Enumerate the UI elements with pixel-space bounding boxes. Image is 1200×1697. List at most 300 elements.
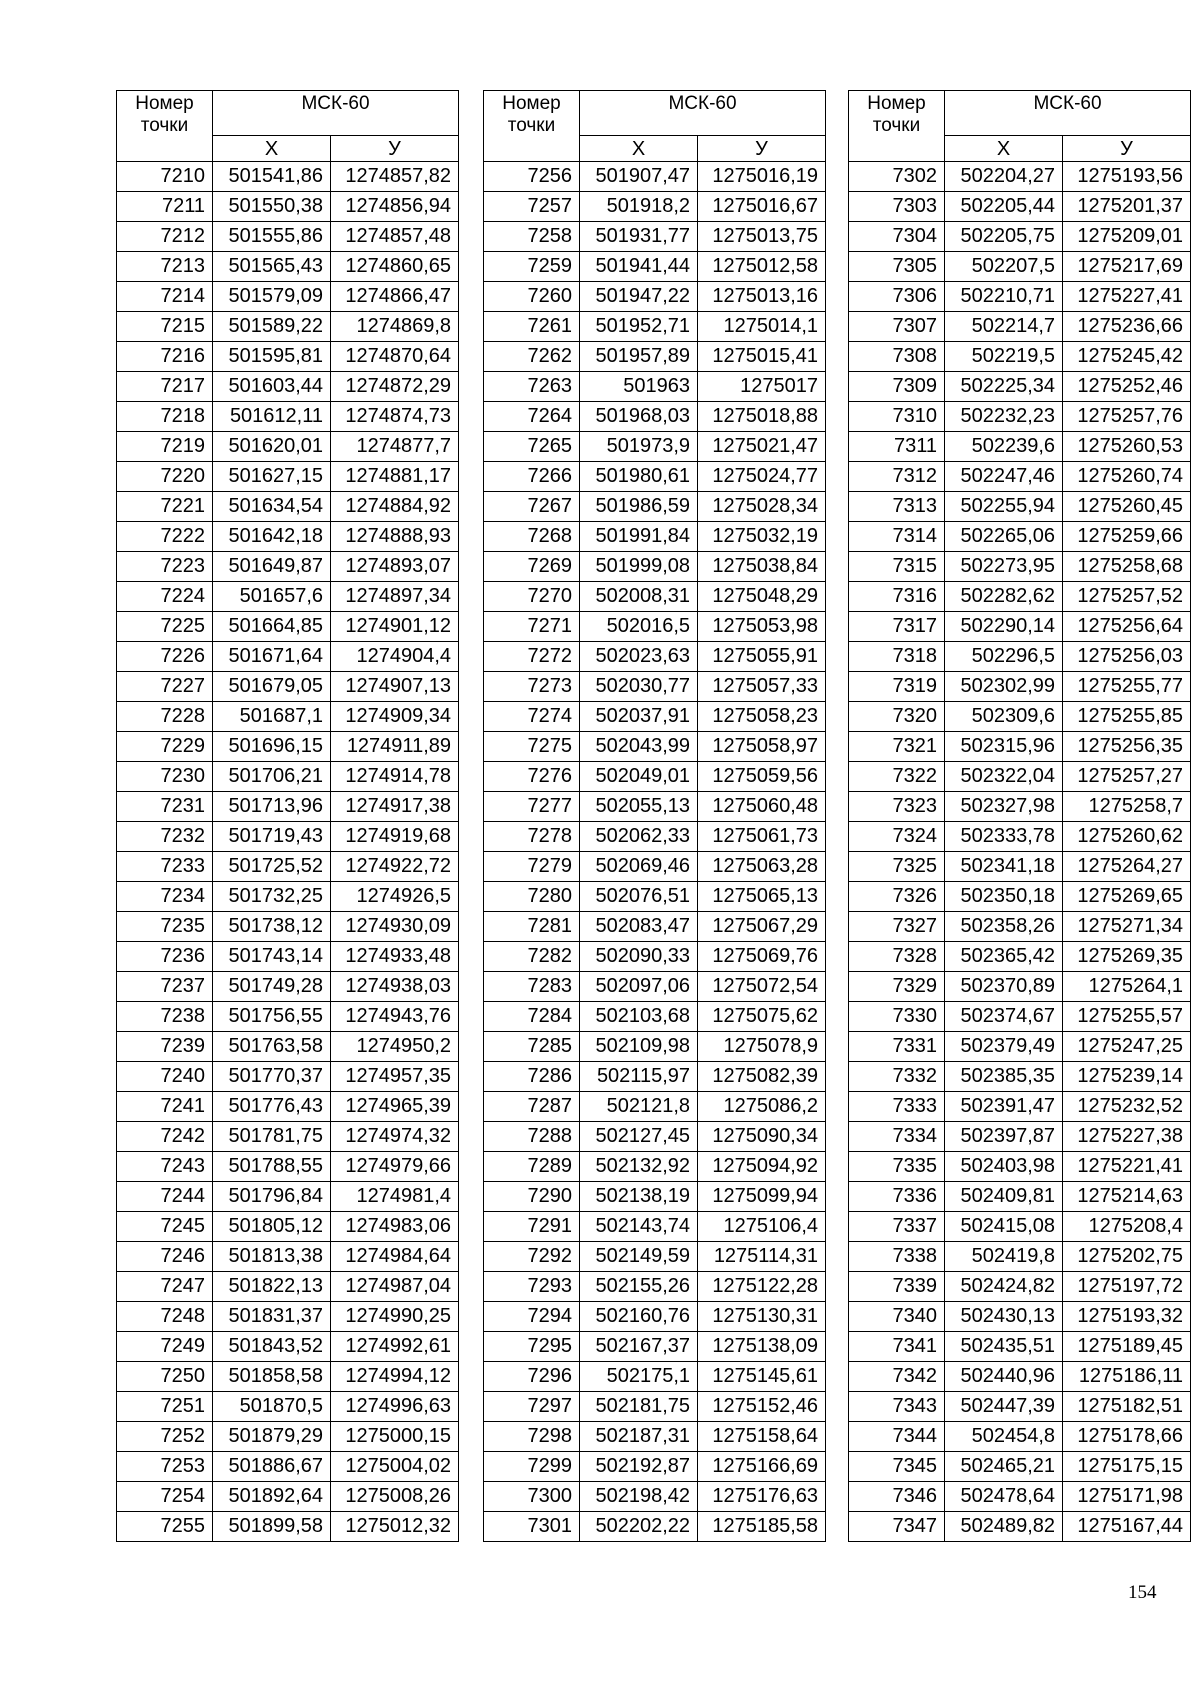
x-coordinate-cell: 502365,42: [945, 942, 1063, 972]
table-row: [484, 792, 826, 822]
point-number-cell: 7268: [484, 522, 580, 552]
x-coordinate-cell: 501796,84: [213, 1182, 331, 1212]
table-row: [484, 1152, 826, 1182]
point-number-cell: 7333: [849, 1092, 945, 1122]
table-row: [117, 1362, 459, 1392]
table-row: [117, 462, 459, 492]
y-coordinate-cell: 1274901,12: [331, 612, 459, 642]
x-coordinate-cell: 502192,87: [580, 1452, 698, 1482]
y-coordinate-cell: 1275122,28: [698, 1272, 826, 1302]
x-coordinate-cell: 501952,71: [580, 312, 698, 342]
table-row: [484, 552, 826, 582]
x-coordinate-cell: 502205,75: [945, 222, 1063, 252]
table-row: [849, 1002, 1191, 1032]
table-row: [117, 1392, 459, 1422]
y-coordinate-cell: 1274893,07: [331, 552, 459, 582]
point-number-cell: 7275: [484, 732, 580, 762]
y-coordinate-cell: 1274904,4: [331, 642, 459, 672]
point-number-cell: 7303: [849, 192, 945, 222]
table-row: [849, 792, 1191, 822]
table-row: [117, 672, 459, 702]
point-number-cell: 7332: [849, 1062, 945, 1092]
y-coordinate-cell: 1275013,75: [698, 222, 826, 252]
point-number-cell: 7217: [117, 372, 213, 402]
table-row: [849, 912, 1191, 942]
table-row: [117, 402, 459, 432]
x-coordinate-cell: 501679,05: [213, 672, 331, 702]
point-number-cell: 7324: [849, 822, 945, 852]
point-number-cell: 7230: [117, 762, 213, 792]
y-coordinate-cell: 1275256,03: [1063, 642, 1191, 672]
point-number-cell: 7278: [484, 822, 580, 852]
point-number-cell: 7287: [484, 1092, 580, 1122]
x-coordinate-cell: 501805,12: [213, 1212, 331, 1242]
x-coordinate-cell: 501907,47: [580, 162, 698, 192]
table-row: [117, 552, 459, 582]
table-row: [849, 1212, 1191, 1242]
x-coordinate-cell: 502103,68: [580, 1002, 698, 1032]
point-number-cell: 7229: [117, 732, 213, 762]
x-coordinate-cell: 502424,82: [945, 1272, 1063, 1302]
y-coordinate-cell: 1274870,64: [331, 342, 459, 372]
point-number-cell: 7253: [117, 1452, 213, 1482]
table-row: [117, 1212, 459, 1242]
point-number-cell: 7210: [117, 162, 213, 192]
table-row: [117, 852, 459, 882]
point-number-cell: 7225: [117, 612, 213, 642]
y-coordinate-cell: 1275013,16: [698, 282, 826, 312]
x-coordinate-cell: 502290,14: [945, 612, 1063, 642]
point-number-cell: 7266: [484, 462, 580, 492]
table-row: [117, 972, 459, 1002]
y-coordinate-cell: 1274983,06: [331, 1212, 459, 1242]
y-coordinate-cell: 1275255,85: [1063, 702, 1191, 732]
table-row: [849, 372, 1191, 402]
point-number-cell: 7265: [484, 432, 580, 462]
x-coordinate-cell: 501770,37: [213, 1062, 331, 1092]
table-row: [117, 1512, 459, 1542]
point-number-cell: 7250: [117, 1362, 213, 1392]
point-number-header: Номер точки: [484, 91, 580, 162]
x-coordinate-cell: 501565,43: [213, 252, 331, 282]
y-coordinate-cell: 1274965,39: [331, 1092, 459, 1122]
table-row: [484, 372, 826, 402]
x-coordinate-cell: 501749,28: [213, 972, 331, 1002]
table-row: [849, 702, 1191, 732]
y-coordinate-cell: 1275256,35: [1063, 732, 1191, 762]
point-number-cell: 7216: [117, 342, 213, 372]
table-row: [117, 1182, 459, 1212]
x-coordinate-cell: 501957,89: [580, 342, 698, 372]
x-coordinate-cell: 502083,47: [580, 912, 698, 942]
point-number-cell: 7246: [117, 1242, 213, 1272]
table-row: [849, 1362, 1191, 1392]
table-row: [117, 372, 459, 402]
y-coordinate-cell: 1275214,63: [1063, 1182, 1191, 1212]
y-coordinate-cell: 1275012,58: [698, 252, 826, 282]
point-number-cell: 7310: [849, 402, 945, 432]
table-row: [117, 582, 459, 612]
x-coordinate-cell: 502358,26: [945, 912, 1063, 942]
table-row: [117, 1272, 459, 1302]
y-coordinate-cell: 1275258,7: [1063, 792, 1191, 822]
x-coordinate-cell: 502385,35: [945, 1062, 1063, 1092]
table-row: [117, 312, 459, 342]
x-coordinate-cell: 502205,44: [945, 192, 1063, 222]
y-coordinate-cell: 1274914,78: [331, 762, 459, 792]
point-number-cell: 7292: [484, 1242, 580, 1272]
y-coordinate-cell: 1275067,29: [698, 912, 826, 942]
table-row: [484, 822, 826, 852]
table-row: [849, 1332, 1191, 1362]
y-coordinate-cell: 1274888,93: [331, 522, 459, 552]
x-coordinate-cell: 502207,5: [945, 252, 1063, 282]
y-coordinate-cell: 1275072,54: [698, 972, 826, 1002]
x-coordinate-cell: 502247,46: [945, 462, 1063, 492]
y-coordinate-cell: 1275260,53: [1063, 432, 1191, 462]
point-number-cell: 7319: [849, 672, 945, 702]
x-coordinate-cell: 502341,18: [945, 852, 1063, 882]
point-number-cell: 7340: [849, 1302, 945, 1332]
coordinate-system-header: МСК-60: [213, 91, 459, 136]
x-coordinate-cell: 502447,39: [945, 1392, 1063, 1422]
point-number-cell: 7285: [484, 1032, 580, 1062]
x-coordinate-cell: 501725,52: [213, 852, 331, 882]
table-row: [117, 912, 459, 942]
point-number-cell: 7279: [484, 852, 580, 882]
y-coordinate-cell: 1274922,72: [331, 852, 459, 882]
point-number-cell: 7304: [849, 222, 945, 252]
table-row: [849, 282, 1191, 312]
table-row: [484, 762, 826, 792]
x-coordinate-cell: 502076,51: [580, 882, 698, 912]
y-coordinate-cell: 1274897,34: [331, 582, 459, 612]
table-row: [117, 1152, 459, 1182]
x-coordinate-cell: 502167,37: [580, 1332, 698, 1362]
y-coordinate-cell: 1275221,41: [1063, 1152, 1191, 1182]
point-number-cell: 7298: [484, 1422, 580, 1452]
y-coordinate-cell: 1275252,46: [1063, 372, 1191, 402]
y-coordinate-cell: 1275185,58: [698, 1512, 826, 1542]
x-coordinate-cell: 501870,5: [213, 1392, 331, 1422]
x-coordinate-cell: 502204,27: [945, 162, 1063, 192]
table-row: [484, 462, 826, 492]
point-number-cell: 7234: [117, 882, 213, 912]
x-coordinate-cell: 501858,58: [213, 1362, 331, 1392]
point-number-cell: 7344: [849, 1422, 945, 1452]
table-row: [117, 432, 459, 462]
table-row: [849, 462, 1191, 492]
y-coordinate-cell: 1274857,82: [331, 162, 459, 192]
y-column-header: У: [331, 136, 459, 162]
point-number-cell: 7274: [484, 702, 580, 732]
x-coordinate-cell: 502160,76: [580, 1302, 698, 1332]
y-coordinate-cell: 1275166,69: [698, 1452, 826, 1482]
x-coordinate-cell: 502350,18: [945, 882, 1063, 912]
y-coordinate-cell: 1275197,72: [1063, 1272, 1191, 1302]
table-row: [117, 162, 459, 192]
x-coordinate-cell: 502202,22: [580, 1512, 698, 1542]
y-coordinate-cell: 1275145,61: [698, 1362, 826, 1392]
x-coordinate-cell: 501664,85: [213, 612, 331, 642]
table-row: [849, 1272, 1191, 1302]
table-row: [484, 1032, 826, 1062]
x-coordinate-cell: 502322,04: [945, 762, 1063, 792]
table-row: [849, 1122, 1191, 1152]
table-row: [484, 942, 826, 972]
y-coordinate-cell: 1274930,09: [331, 912, 459, 942]
table-row: [849, 822, 1191, 852]
point-number-cell: 7238: [117, 1002, 213, 1032]
y-coordinate-cell: 1275239,14: [1063, 1062, 1191, 1092]
y-column-header: У: [698, 136, 826, 162]
y-coordinate-cell: 1275175,15: [1063, 1452, 1191, 1482]
point-number-cell: 7307: [849, 312, 945, 342]
point-number-cell: 7288: [484, 1122, 580, 1152]
y-coordinate-cell: 1275024,77: [698, 462, 826, 492]
point-number-cell: 7276: [484, 762, 580, 792]
y-coordinate-cell: 1274992,61: [331, 1332, 459, 1362]
point-number-cell: 7219: [117, 432, 213, 462]
x-coordinate-cell: 502115,97: [580, 1062, 698, 1092]
table-row: [849, 222, 1191, 252]
y-coordinate-cell: 1274917,38: [331, 792, 459, 822]
point-number-cell: 7311: [849, 432, 945, 462]
y-coordinate-cell: 1274909,34: [331, 702, 459, 732]
x-coordinate-cell: 502155,26: [580, 1272, 698, 1302]
point-number-cell: 7267: [484, 492, 580, 522]
point-number-cell: 7297: [484, 1392, 580, 1422]
x-coordinate-cell: 502409,81: [945, 1182, 1063, 1212]
x-coordinate-cell: 501941,44: [580, 252, 698, 282]
table-row: [484, 972, 826, 1002]
y-coordinate-cell: 1274950,2: [331, 1032, 459, 1062]
point-number-cell: 7286: [484, 1062, 580, 1092]
point-number-cell: 7318: [849, 642, 945, 672]
table-row: [117, 732, 459, 762]
table-row: [484, 1122, 826, 1152]
y-coordinate-cell: 1274957,35: [331, 1062, 459, 1092]
point-number-cell: 7264: [484, 402, 580, 432]
table-row: [484, 312, 826, 342]
point-number-cell: 7291: [484, 1212, 580, 1242]
point-number-cell: 7213: [117, 252, 213, 282]
point-number-cell: 7247: [117, 1272, 213, 1302]
table-row: [484, 852, 826, 882]
table-row: [484, 162, 826, 192]
point-number-cell: 7273: [484, 672, 580, 702]
y-coordinate-cell: 1275227,38: [1063, 1122, 1191, 1152]
x-coordinate-cell: 502489,82: [945, 1512, 1063, 1542]
y-coordinate-cell: 1275193,32: [1063, 1302, 1191, 1332]
table-row: [117, 1062, 459, 1092]
point-number-cell: 7339: [849, 1272, 945, 1302]
point-number-cell: 7313: [849, 492, 945, 522]
y-coordinate-cell: 1275015,41: [698, 342, 826, 372]
table-row: [849, 1512, 1191, 1542]
point-number-cell: 7243: [117, 1152, 213, 1182]
y-coordinate-cell: 1275021,47: [698, 432, 826, 462]
y-coordinate-cell: 1275000,15: [331, 1422, 459, 1452]
x-coordinate-cell: 501550,38: [213, 192, 331, 222]
y-coordinate-cell: 1275269,65: [1063, 882, 1191, 912]
y-coordinate-cell: 1274857,48: [331, 222, 459, 252]
x-coordinate-cell: 501555,86: [213, 222, 331, 252]
table-row: [117, 492, 459, 522]
table-row: [849, 1302, 1191, 1332]
x-coordinate-cell: 502055,13: [580, 792, 698, 822]
point-number-cell: 7221: [117, 492, 213, 522]
x-coordinate-cell: 501706,21: [213, 762, 331, 792]
table-row: [484, 912, 826, 942]
table-row: [849, 492, 1191, 522]
x-coordinate-cell: 501603,44: [213, 372, 331, 402]
y-coordinate-cell: 1275257,27: [1063, 762, 1191, 792]
y-coordinate-cell: 1275257,76: [1063, 402, 1191, 432]
point-number-cell: 7232: [117, 822, 213, 852]
x-coordinate-cell: 502302,99: [945, 672, 1063, 702]
y-coordinate-cell: 1275053,98: [698, 612, 826, 642]
x-coordinate-cell: 501931,77: [580, 222, 698, 252]
y-coordinate-cell: 1275038,84: [698, 552, 826, 582]
point-number-cell: 7283: [484, 972, 580, 1002]
table-row: [849, 522, 1191, 552]
x-coordinate-cell: 501620,01: [213, 432, 331, 462]
point-number-cell: 7236: [117, 942, 213, 972]
y-coordinate-cell: 1275014,1: [698, 312, 826, 342]
point-number-cell: 7227: [117, 672, 213, 702]
x-coordinate-cell: 501634,54: [213, 492, 331, 522]
x-coordinate-cell: 501743,14: [213, 942, 331, 972]
y-coordinate-cell: 1275257,52: [1063, 582, 1191, 612]
table-row: [484, 192, 826, 222]
x-coordinate-cell: 502037,91: [580, 702, 698, 732]
point-number-cell: 7262: [484, 342, 580, 372]
x-coordinate-cell: 502132,92: [580, 1152, 698, 1182]
y-coordinate-cell: 1275193,56: [1063, 162, 1191, 192]
point-number-cell: 7252: [117, 1422, 213, 1452]
point-number-cell: 7300: [484, 1482, 580, 1512]
y-coordinate-cell: 1275255,77: [1063, 672, 1191, 702]
x-coordinate-cell: 502309,6: [945, 702, 1063, 732]
y-coordinate-cell: 1275260,45: [1063, 492, 1191, 522]
table-row: [484, 1182, 826, 1212]
x-coordinate-cell: 502315,96: [945, 732, 1063, 762]
table-row: [484, 1272, 826, 1302]
table-row: [117, 1332, 459, 1362]
table-row: [117, 612, 459, 642]
table-row: [484, 612, 826, 642]
x-coordinate-cell: 502109,98: [580, 1032, 698, 1062]
x-coordinate-cell: 502465,21: [945, 1452, 1063, 1482]
x-coordinate-cell: 502273,95: [945, 552, 1063, 582]
y-coordinate-cell: 1274984,64: [331, 1242, 459, 1272]
table-row: [484, 1392, 826, 1422]
table-row: [484, 492, 826, 522]
x-coordinate-cell: 501963: [580, 372, 698, 402]
point-number-header: Номер точки: [117, 91, 213, 162]
table-row: [849, 852, 1191, 882]
table-row: [484, 1332, 826, 1362]
y-coordinate-cell: 1274911,89: [331, 732, 459, 762]
x-coordinate-cell: 501843,52: [213, 1332, 331, 1362]
x-coordinate-cell: 502008,31: [580, 582, 698, 612]
x-coordinate-cell: 501776,43: [213, 1092, 331, 1122]
y-coordinate-cell: 1275245,42: [1063, 342, 1191, 372]
coordinate-system-header: МСК-60: [580, 91, 826, 136]
y-coordinate-cell: 1275004,02: [331, 1452, 459, 1482]
table-row: [117, 882, 459, 912]
page-number: 154: [1128, 1582, 1157, 1603]
y-coordinate-cell: 1275189,45: [1063, 1332, 1191, 1362]
point-number-cell: 7316: [849, 582, 945, 612]
point-number-cell: 7231: [117, 792, 213, 822]
table-row: [849, 1482, 1191, 1512]
point-number-cell: 7257: [484, 192, 580, 222]
point-number-cell: 7328: [849, 942, 945, 972]
point-number-cell: 7241: [117, 1092, 213, 1122]
x-coordinate-cell: 502043,99: [580, 732, 698, 762]
point-number-cell: 7343: [849, 1392, 945, 1422]
coordinates-table-1: [116, 90, 459, 1542]
table-row: [849, 1422, 1191, 1452]
x-coordinate-cell: 501642,18: [213, 522, 331, 552]
y-coordinate-cell: 1275048,29: [698, 582, 826, 612]
y-coordinate-cell: 1275114,31: [698, 1242, 826, 1272]
x-coordinate-cell: 502454,8: [945, 1422, 1063, 1452]
point-number-cell: 7334: [849, 1122, 945, 1152]
point-number-cell: 7220: [117, 462, 213, 492]
table-row: [849, 972, 1191, 1002]
point-number-cell: 7294: [484, 1302, 580, 1332]
coordinate-system-header: МСК-60: [945, 91, 1191, 136]
x-coordinate-cell: 501968,03: [580, 402, 698, 432]
point-number-cell: 7289: [484, 1152, 580, 1182]
y-coordinate-cell: 1274933,48: [331, 942, 459, 972]
y-coordinate-cell: 1274856,94: [331, 192, 459, 222]
x-coordinate-cell: 501719,43: [213, 822, 331, 852]
x-coordinate-cell: 501886,67: [213, 1452, 331, 1482]
y-coordinate-cell: 1274874,73: [331, 402, 459, 432]
x-coordinate-cell: 502282,62: [945, 582, 1063, 612]
point-number-cell: 7345: [849, 1452, 945, 1482]
x-coordinate-cell: 501822,13: [213, 1272, 331, 1302]
table-row: [849, 162, 1191, 192]
point-number-cell: 7338: [849, 1242, 945, 1272]
point-number-cell: 7326: [849, 882, 945, 912]
table-row: [117, 1032, 459, 1062]
x-coordinate-cell: 502030,77: [580, 672, 698, 702]
point-number-cell: 7244: [117, 1182, 213, 1212]
y-coordinate-cell: 1275256,64: [1063, 612, 1191, 642]
y-coordinate-cell: 1275171,98: [1063, 1482, 1191, 1512]
y-coordinate-cell: 1275260,74: [1063, 462, 1191, 492]
point-number-cell: 7214: [117, 282, 213, 312]
x-coordinate-cell: 502175,1: [580, 1362, 698, 1392]
y-coordinate-cell: 1275069,76: [698, 942, 826, 972]
table-row: [849, 552, 1191, 582]
point-number-cell: 7302: [849, 162, 945, 192]
x-coordinate-cell: 502016,5: [580, 612, 698, 642]
y-coordinate-cell: 1274943,76: [331, 1002, 459, 1032]
table-row: [484, 252, 826, 282]
y-coordinate-cell: 1275106,4: [698, 1212, 826, 1242]
table-row: [849, 1062, 1191, 1092]
y-coordinate-cell: 1274981,4: [331, 1182, 459, 1212]
point-number-cell: 7223: [117, 552, 213, 582]
y-coordinate-cell: 1274994,12: [331, 1362, 459, 1392]
y-coordinate-cell: 1275255,57: [1063, 1002, 1191, 1032]
